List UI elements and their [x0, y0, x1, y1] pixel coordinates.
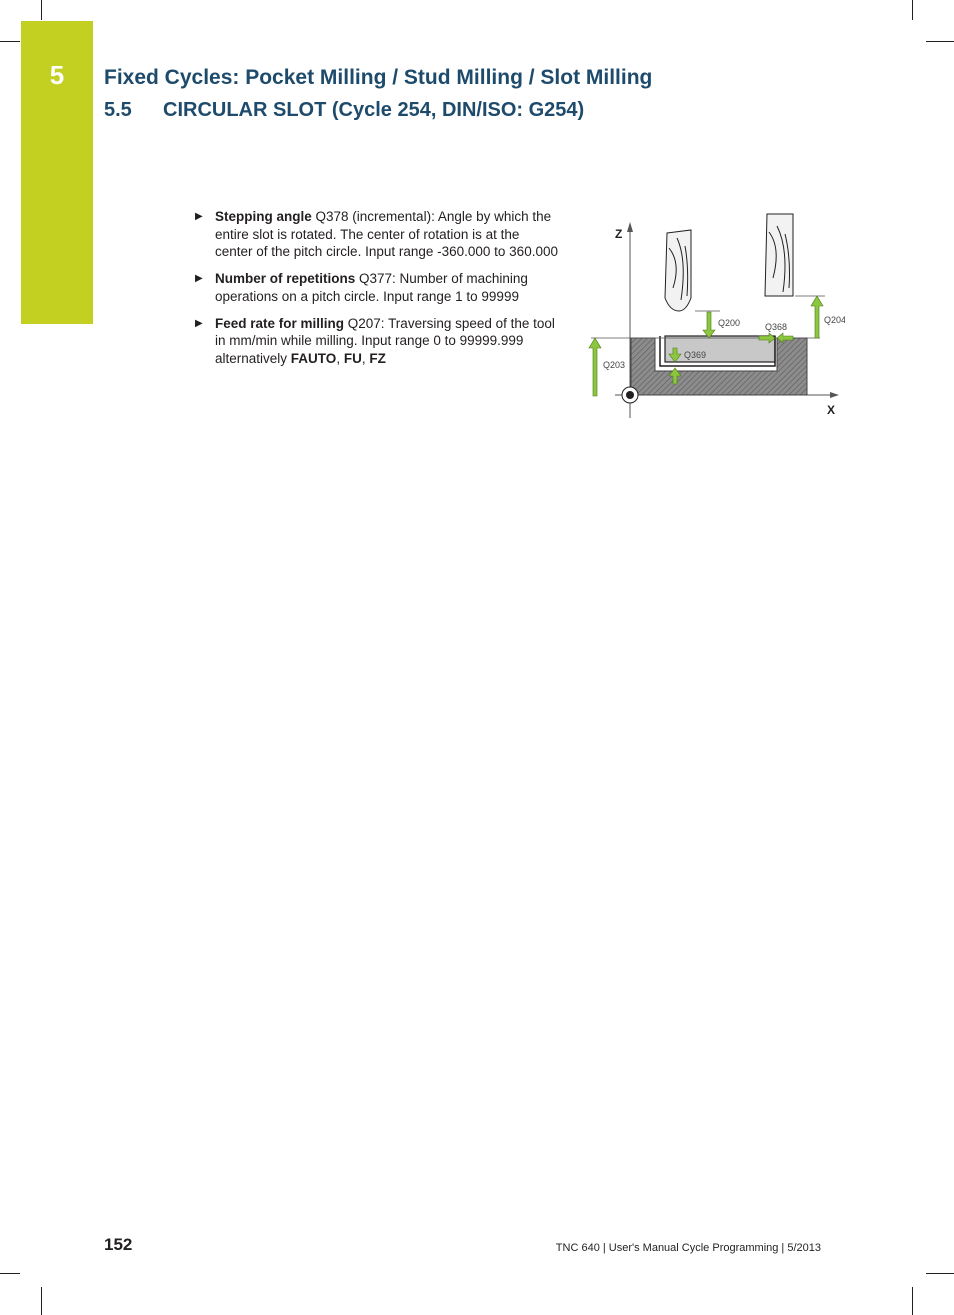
separator: ,	[336, 350, 344, 366]
param-description: Q378 (incremental): Angle by which the entire slot is rotated. The center of rotation is at the center of the pitch circle. Input range -360.000 to 360.000	[215, 209, 558, 260]
chapter-title: Fixed Cycles: Pocket Milling / Stud Milling / Slot Milling	[104, 66, 653, 89]
q200-label: Q200	[718, 318, 741, 328]
q369-label: Q369	[684, 350, 707, 360]
chapter-number: 5	[49, 60, 65, 90]
q204-label: Q204	[824, 315, 845, 325]
footer-text: TNC 640 | User's Manual Cycle Programming | 5/2013	[555, 1242, 821, 1254]
cycle-diagram	[585, 208, 845, 418]
q200-arrow-icon	[703, 312, 715, 338]
x-axis-arrow-icon	[830, 392, 839, 398]
param-number-of-repetitions	[195, 270, 560, 305]
x-axis-label: X	[827, 403, 836, 417]
q204-arrow-icon	[811, 296, 823, 338]
q203-label: Q203	[603, 360, 626, 370]
cycle-figure	[585, 208, 845, 418]
crop-mark	[926, 41, 954, 42]
section-number: 5.5	[104, 99, 132, 121]
z-axis-label: Z	[615, 227, 623, 241]
z-axis-arrow-icon	[627, 222, 633, 232]
param-stepping-angle	[195, 208, 560, 261]
parameter-list	[195, 208, 560, 377]
param-description: Q377: Number of machining operations on a pitch circle. Input range 1 to 99999	[215, 271, 528, 304]
param-name: Number of repetitions	[215, 271, 356, 287]
datum-inner	[626, 391, 634, 399]
option-fu: FU	[343, 350, 362, 366]
crop-mark	[912, 0, 913, 20]
param-name: Feed rate for milling	[215, 315, 345, 331]
option-fz: FZ	[369, 350, 386, 366]
section-title: CIRCULAR SLOT (Cycle 254, DIN/ISO: G254)	[163, 99, 585, 121]
bullet-icon: ▶	[195, 211, 203, 222]
q203-arrow-icon	[589, 338, 601, 396]
slot-allowance	[665, 336, 775, 362]
crop-mark	[41, 1287, 42, 1315]
separator: ,	[361, 350, 370, 366]
bullet-icon: ▶	[195, 317, 203, 329]
q368-label: Q368	[765, 322, 788, 332]
crop-mark	[0, 1273, 20, 1274]
crop-mark	[912, 1287, 913, 1315]
crop-mark	[0, 41, 20, 42]
bullet-icon: ▶	[195, 273, 203, 285]
page-number: 152	[104, 1235, 133, 1254]
crop-mark	[926, 1273, 954, 1274]
param-description: Q207: Traversing speed of the tool in mm/min while milling. Input range 0 to 99999.999 alternatively	[215, 315, 555, 366]
crop-mark	[41, 0, 42, 20]
option-fauto: FAUTO	[290, 350, 337, 366]
param-name: Stepping angle	[215, 209, 312, 224]
param-feed-rate	[195, 315, 560, 368]
